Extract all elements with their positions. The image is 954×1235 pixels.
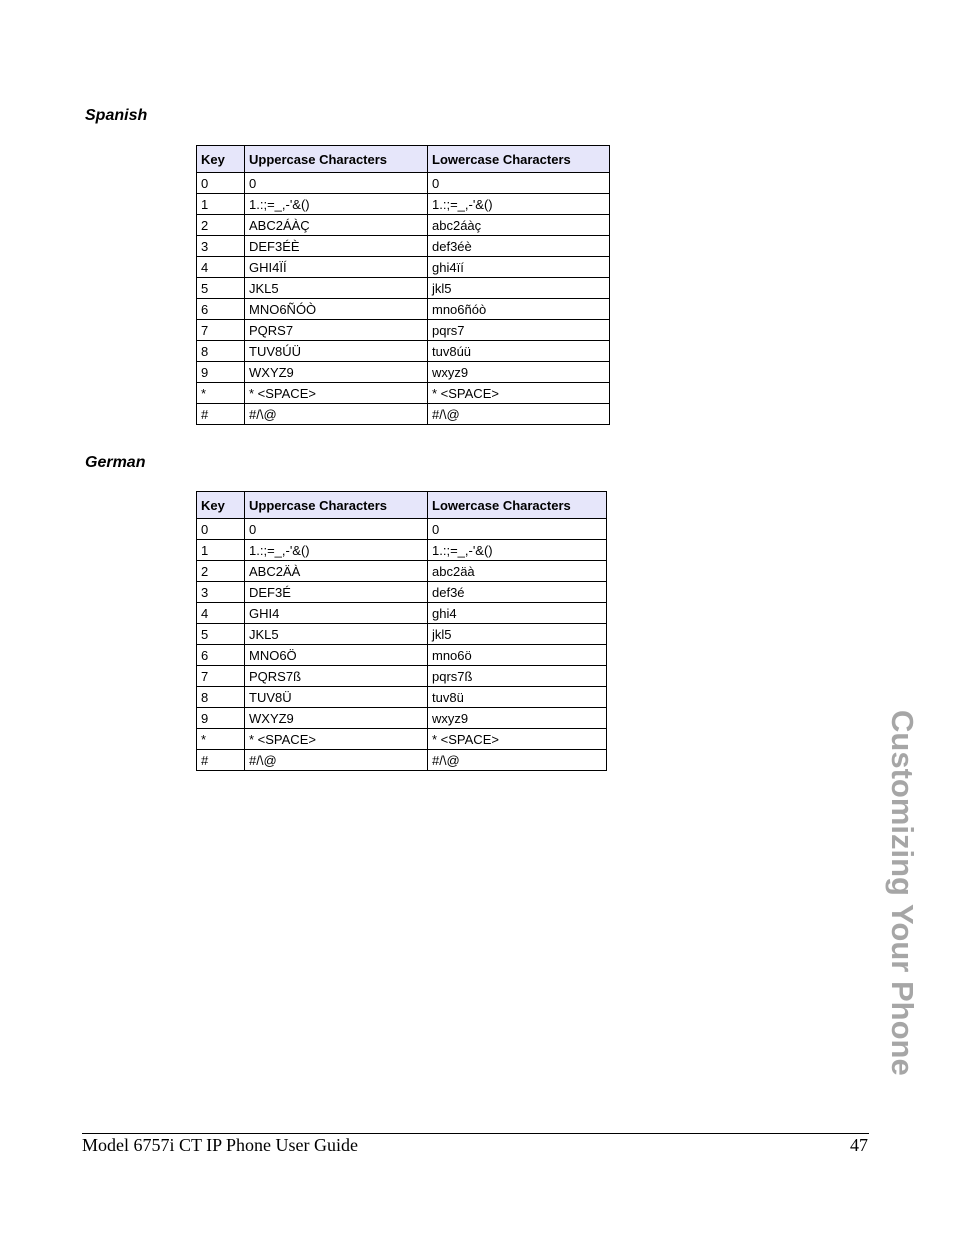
table-row bbox=[197, 687, 607, 708]
cell-key: 8 bbox=[197, 687, 245, 708]
cell-uppercase: #/\@ bbox=[245, 750, 428, 771]
cell-lowercase: * <SPACE> bbox=[428, 729, 607, 750]
table-row bbox=[197, 624, 607, 645]
cell-key: 2 bbox=[197, 561, 245, 582]
chapter-side-tab-label: Customizing Your Phone bbox=[885, 710, 920, 1076]
cell-lowercase: * <SPACE> bbox=[428, 383, 610, 404]
cell-key: 6 bbox=[197, 645, 245, 666]
german-section-title: German bbox=[85, 454, 146, 471]
cell-lowercase: 0 bbox=[428, 519, 607, 540]
cell-key: 9 bbox=[197, 362, 245, 383]
footer-divider bbox=[82, 1133, 869, 1134]
cell-key: 7 bbox=[197, 666, 245, 687]
table-row bbox=[197, 750, 607, 771]
table-row bbox=[197, 299, 610, 320]
cell-uppercase: ABC2ÁÀÇ bbox=[245, 215, 428, 236]
cell-lowercase: abc2áàç bbox=[428, 215, 610, 236]
cell-lowercase: #/\@ bbox=[428, 750, 607, 771]
cell-lowercase: def3éè bbox=[428, 236, 610, 257]
cell-lowercase: 0 bbox=[428, 173, 610, 194]
cell-lowercase: tuv8ü bbox=[428, 687, 607, 708]
cell-key: # bbox=[197, 750, 245, 771]
cell-uppercase: TUV8ÚÜ bbox=[245, 341, 428, 362]
cell-lowercase: tuv8úü bbox=[428, 341, 610, 362]
cell-key: 4 bbox=[197, 603, 245, 624]
spanish-character-table bbox=[196, 145, 610, 425]
cell-key: 1 bbox=[197, 540, 245, 561]
cell-key: 3 bbox=[197, 582, 245, 603]
cell-uppercase: DEF3É bbox=[245, 582, 428, 603]
cell-uppercase: GHI4 bbox=[245, 603, 428, 624]
table-row bbox=[197, 194, 610, 215]
cell-key: 0 bbox=[197, 519, 245, 540]
cell-uppercase: WXYZ9 bbox=[245, 362, 428, 383]
cell-uppercase: GHI4ÏÍ bbox=[245, 257, 428, 278]
cell-lowercase: jkl5 bbox=[428, 624, 607, 645]
header-lowercase: Lowercase Characters bbox=[428, 146, 610, 173]
cell-key: 2 bbox=[197, 215, 245, 236]
table-row bbox=[197, 257, 610, 278]
table-row bbox=[197, 383, 610, 404]
cell-uppercase: 0 bbox=[245, 173, 428, 194]
cell-uppercase: PQRS7 bbox=[245, 320, 428, 341]
cell-uppercase: MNO6ÑÓÒ bbox=[245, 299, 428, 320]
table-row bbox=[197, 561, 607, 582]
table-row bbox=[197, 603, 607, 624]
table-row bbox=[197, 320, 610, 341]
cell-key: 1 bbox=[197, 194, 245, 215]
cell-uppercase: JKL5 bbox=[245, 278, 428, 299]
german-character-table bbox=[196, 491, 607, 771]
table-row bbox=[197, 341, 610, 362]
cell-uppercase: #/\@ bbox=[245, 404, 428, 425]
table-row bbox=[197, 540, 607, 561]
table-row bbox=[197, 708, 607, 729]
cell-uppercase: ABC2ÄÀ bbox=[245, 561, 428, 582]
cell-key: * bbox=[197, 383, 245, 404]
cell-lowercase: abc2äà bbox=[428, 561, 607, 582]
cell-key: 3 bbox=[197, 236, 245, 257]
cell-uppercase: * <SPACE> bbox=[245, 729, 428, 750]
cell-lowercase: def3é bbox=[428, 582, 607, 603]
cell-uppercase: 0 bbox=[245, 519, 428, 540]
cell-key: 4 bbox=[197, 257, 245, 278]
cell-key: 6 bbox=[197, 299, 245, 320]
table-header-row bbox=[197, 492, 607, 519]
header-uppercase: Uppercase Characters bbox=[245, 146, 428, 173]
cell-uppercase: 1.:;=_,-'&() bbox=[245, 194, 428, 215]
cell-key: * bbox=[197, 729, 245, 750]
header-key: Key bbox=[197, 146, 245, 173]
cell-lowercase: wxyz9 bbox=[428, 708, 607, 729]
cell-key: 9 bbox=[197, 708, 245, 729]
table-row bbox=[197, 278, 610, 299]
table-row bbox=[197, 582, 607, 603]
cell-lowercase: wxyz9 bbox=[428, 362, 610, 383]
cell-key: 0 bbox=[197, 173, 245, 194]
table-row bbox=[197, 215, 610, 236]
cell-lowercase: 1.:;=_,-'&() bbox=[428, 194, 610, 215]
cell-key: # bbox=[197, 404, 245, 425]
table-row bbox=[197, 404, 610, 425]
cell-uppercase: TUV8Ü bbox=[245, 687, 428, 708]
header-key: Key bbox=[197, 492, 245, 519]
cell-uppercase: WXYZ9 bbox=[245, 708, 428, 729]
cell-lowercase: ghi4 bbox=[428, 603, 607, 624]
cell-lowercase: pqrs7 bbox=[428, 320, 610, 341]
cell-lowercase: 1.:;=_,-'&() bbox=[428, 540, 607, 561]
footer-page-number: 47 bbox=[850, 1135, 868, 1155]
table-row bbox=[197, 236, 610, 257]
cell-key: 5 bbox=[197, 624, 245, 645]
header-uppercase: Uppercase Characters bbox=[245, 492, 428, 519]
cell-lowercase: jkl5 bbox=[428, 278, 610, 299]
cell-key: 5 bbox=[197, 278, 245, 299]
table-row bbox=[197, 666, 607, 687]
footer-guide-title: Model 6757i CT IP Phone User Guide bbox=[82, 1135, 358, 1155]
chapter-side-tab bbox=[880, 677, 924, 1109]
table-header-row bbox=[197, 146, 610, 173]
cell-uppercase: PQRS7ß bbox=[245, 666, 428, 687]
table-row bbox=[197, 729, 607, 750]
cell-uppercase: 1.:;=_,-'&() bbox=[245, 540, 428, 561]
cell-uppercase: MNO6Ö bbox=[245, 645, 428, 666]
cell-lowercase: mno6ö bbox=[428, 645, 607, 666]
cell-uppercase: JKL5 bbox=[245, 624, 428, 645]
cell-lowercase: pqrs7ß bbox=[428, 666, 607, 687]
table-row bbox=[197, 362, 610, 383]
cell-key: 8 bbox=[197, 341, 245, 362]
cell-uppercase: * <SPACE> bbox=[245, 383, 428, 404]
cell-lowercase: #/\@ bbox=[428, 404, 610, 425]
cell-key: 7 bbox=[197, 320, 245, 341]
cell-uppercase: DEF3ÉÈ bbox=[245, 236, 428, 257]
table-row bbox=[197, 519, 607, 540]
table-row bbox=[197, 645, 607, 666]
table-row bbox=[197, 173, 610, 194]
cell-lowercase: mno6ñóò bbox=[428, 299, 610, 320]
spanish-section-title: Spanish bbox=[85, 107, 148, 124]
header-lowercase: Lowercase Characters bbox=[428, 492, 607, 519]
cell-lowercase: ghi4ïí bbox=[428, 257, 610, 278]
